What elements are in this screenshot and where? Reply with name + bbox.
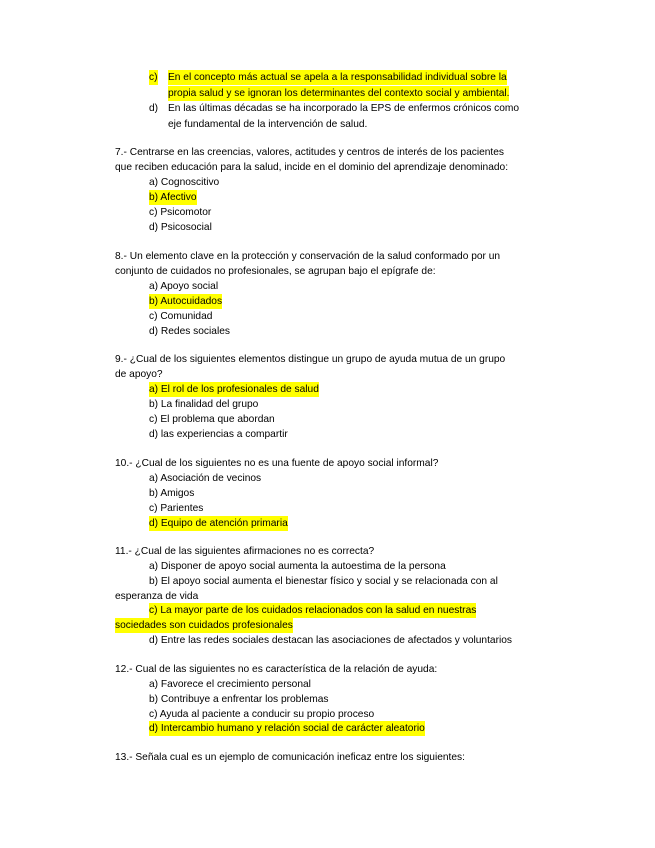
question-12-option-b: b) Contribuye a enfrentar los problemas xyxy=(149,694,329,705)
question-12-option-d: d) Intercambio humano y relación social de carácter aleatorio xyxy=(149,721,425,736)
question-10-option-c: c) Parientes xyxy=(149,503,204,514)
question-10-text-line1: 10.- ¿Cual de los siguientes no es una fuente de apoyo social informal? xyxy=(115,458,439,469)
question-7-text-line2: que reciben educación para la salud, incide en el dominio del aprendizaje denominado: xyxy=(115,162,509,173)
question-11-option-d: d) Entre las redes sociales destacan las asociaciones de afectados y voluntarios xyxy=(149,635,512,646)
question-9-text-line2: de apoyo? xyxy=(115,369,163,380)
question-7-option-c: c) Psicomotor xyxy=(149,207,212,218)
question-8-option-c: c) Comunidad xyxy=(149,311,213,322)
question-11-option-c-line2: sociedades son cuidados profesionales xyxy=(115,618,293,633)
prev-option-c-text-line2: propia salud y se ignoran los determinantes del contexto social y ambiental. xyxy=(168,86,509,101)
question-9-option-d: d) las experiencias a compartir xyxy=(149,429,288,440)
prev-option-d-letter: d) xyxy=(149,103,159,114)
question-9-option-c: c) El problema que abordan xyxy=(149,414,275,425)
question-9-option-a: a) El rol de los profesionales de salud xyxy=(149,382,319,397)
question-12-text-line1: 12.- Cual de las siguientes no es característica de la relación de ayuda: xyxy=(115,664,438,675)
question-8-text-line1: 8.- Un elemento clave en la protección y conservación de la salud conformado por un xyxy=(115,251,501,262)
question-11-text-line1: 11.- ¿Cual de las siguientes afirmaciones no es correcta? xyxy=(115,546,375,557)
question-10-option-a: a) Asociación de vecinos xyxy=(149,473,262,484)
question-9-text-line1: 9.- ¿Cual de los siguientes elementos distingue un grupo de ayuda mutua de un grupo xyxy=(115,354,506,365)
prev-option-c-text-line1: En el concepto más actual se apela a la responsabilidad individual sobre la xyxy=(168,70,507,85)
question-13-text-line1: 13.- Señala cual es un ejemplo de comunicación ineficaz entre los siguientes: xyxy=(115,752,465,763)
question-8-option-b: b) Autocuidados xyxy=(149,294,222,309)
question-8-text-line2: conjunto de cuidados no profesionales, se agrupan bajo el epígrafe de: xyxy=(115,266,436,277)
question-10-option-b: b) Amigos xyxy=(149,488,195,499)
question-7-option-b: b) Afectivo xyxy=(149,190,197,205)
question-10-option-d: d) Equipo de atención primaria xyxy=(149,516,288,531)
question-11-option-c-line1: c) La mayor parte de los cuidados relacionados con la salud en nuestras xyxy=(149,603,476,618)
question-12-option-a: a) Favorece el crecimiento personal xyxy=(149,679,311,690)
question-9-option-b: b) La finalidad del grupo xyxy=(149,399,259,410)
question-7-option-d: d) Psicosocial xyxy=(149,222,212,233)
question-7-text-line1: 7.- Centrarse en las creencias, valores, actitudes y centros de interés de los pacientes xyxy=(115,147,505,158)
question-12-option-c: c) Ayuda al paciente a conducir su propio proceso xyxy=(149,709,375,720)
prev-option-d-text-line2: eje fundamental de la intervención de salud. xyxy=(168,119,368,130)
question-7-option-a: a) Cognoscitivo xyxy=(149,177,220,188)
question-8-option-d: d) Redes sociales xyxy=(149,326,230,337)
prev-option-c-letter: c) xyxy=(149,70,158,85)
question-11-option-b-line2: esperanza de vida xyxy=(115,591,199,602)
prev-option-d-text-line1: En las últimas décadas se ha incorporado la EPS de enfermos crónicos como xyxy=(168,103,520,114)
question-11-option-b-line1: b) El apoyo social aumenta el bienestar físico y social y se relacionada con al xyxy=(149,576,498,587)
question-8-option-a: a) Apoyo social xyxy=(149,281,219,292)
question-11-option-a: a) Disponer de apoyo social aumenta la autoestima de la persona xyxy=(149,561,446,572)
